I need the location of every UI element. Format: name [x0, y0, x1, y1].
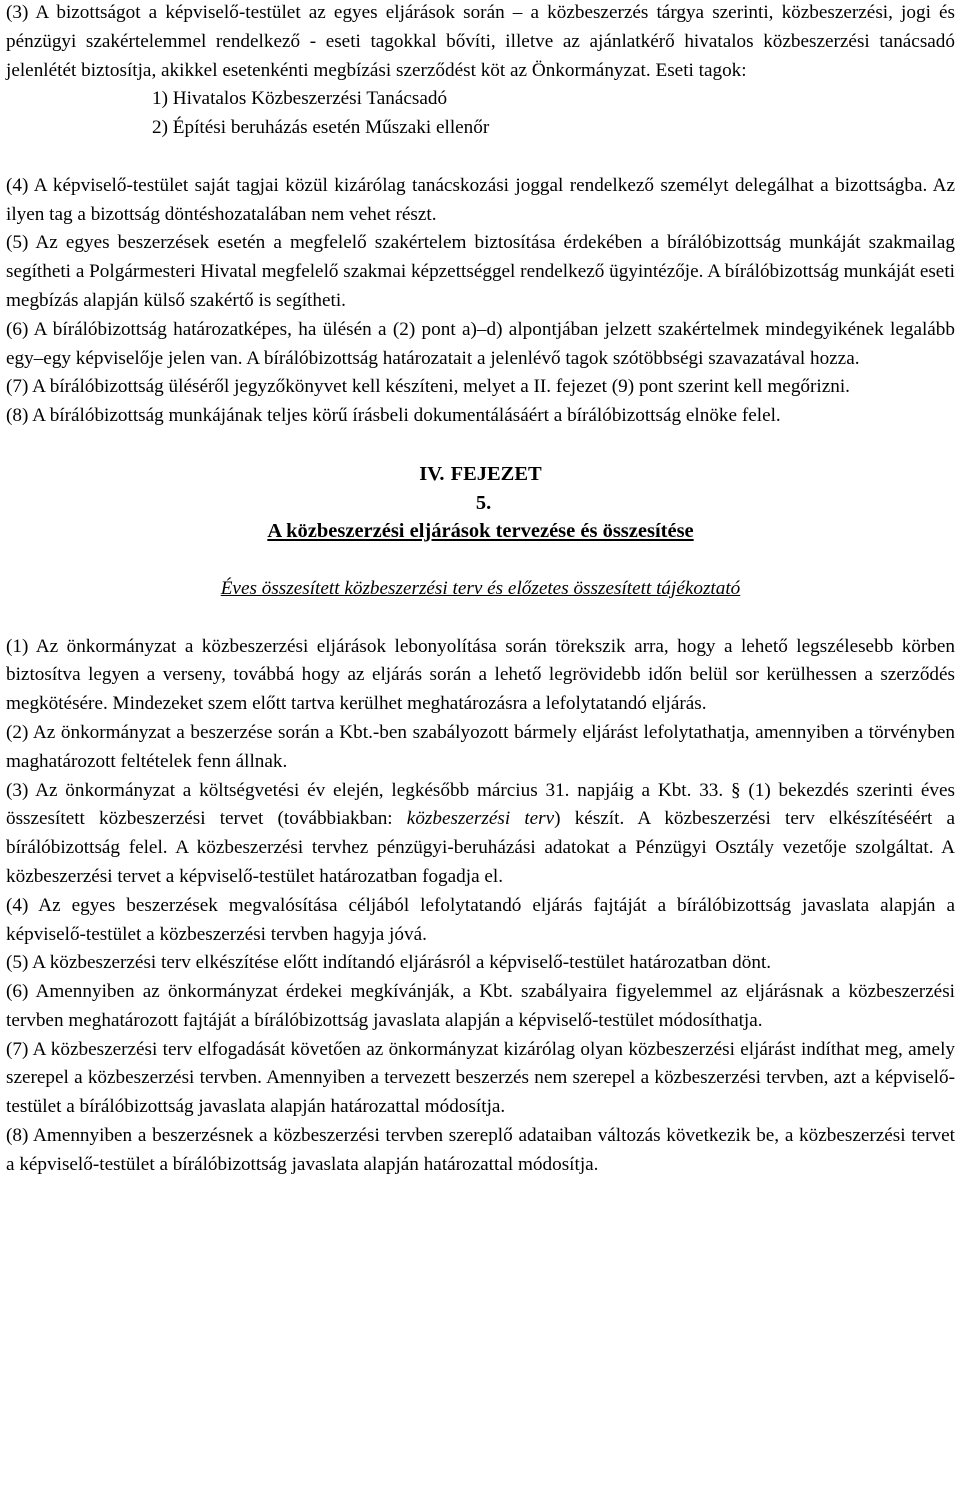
subheading — [6, 575, 955, 604]
paragraph-6: (6) A bírálóbizottság határozatképes, ha ülésén a (2) pont a)–d) alpontjában jelzett szakértelmek mindegyikének legalább egy–egy képviselője jelen van. A bírálóbizottság határozatait a jelenlévő tagok szótöbbségi szavazatával hozza. — [6, 318, 955, 369]
paragraph-b7: (7) A közbeszerzési terv elfogadását követően az önkormányzat kizárólag olyan közbeszerzési eljárást indíthat meg, amely szerepel a közbeszerzési tervben. Amennyiben a tervezett beszerzés nem szerepel a közbeszerzési tervben, azt a képviselő-testület a bírálóbizottság javaslata alapján határozattal módosítja. — [6, 1038, 955, 1118]
paragraph-b1: (1) Az önkormányzat a közbeszerzési eljárások lebonyolítása során törekszik arra, hogy a lehető legszélesebb körben biztosítva legyen a verseny, továbbá hogy az eljárás során a lehető legrövidebb időn belül sor kerülhessen a szerződés megkötésére. Mindezeket szem előtt tartva kerülhet meghatározásra a lefolytatandó eljárás. — [6, 635, 955, 715]
chapter-title: FEJEZET — [450, 462, 542, 485]
section-heading-text: A közbeszerzési eljárások tervezése és összesítése — [267, 520, 694, 543]
paragraph-b3-part: ) készít. A közbeszerzési terv elkészítéséért a bírálóbizottság felel. A közbeszerzési tervhez pénzügyi-beruházási adatokat a Pénzügyi Osztály vezetője szolgáltat. A közbeszerzési tervet a képviselő-testület határozatban fogadja el. — [6, 808, 955, 887]
paragraph-b3-italic: közbeszerzési terv — [406, 808, 555, 830]
paragraph-3-text: (3) A bizottságot a képviselő-testület az egyes eljárások során – a közbeszerzés tárgya szerinti, közbeszerzési, jogi és pénzügyi szakértelemmel rendelkező - eseti tagokkal bővíti, illetve az ajánlatkérő hivatalos közbeszerzési tanácsadó jelenlétét biztosítja, akikkel esetenkénti megbízási szerződést köt az Önkormányzat. — [6, 2, 955, 81]
section-number-text: 5. — [475, 491, 492, 514]
spacer — [6, 431, 955, 460]
list-item: 2) Építési beruházás esetén Műszaki ellenőr — [152, 117, 490, 139]
chapter-heading — [6, 460, 955, 489]
paragraph-7: (7) A bírálóbizottság üléséről jegyzőkönyvet kell készíteni, melyet a II. fejezet (9) pont szerint kell megőrizni. — [6, 376, 850, 398]
eseti-tagok-list — [6, 85, 955, 143]
paragraph-b6: (6) Amennyiben az önkormányzat érdekei megkívánják, a Kbt. szabályaira figyelemmel az eljárásnak a közbeszerzési tervben meghatározott fajtáját a bírálóbizottság javaslata alapján a képviselő-testület módosíthatja. — [6, 981, 955, 1031]
spacer — [6, 546, 955, 575]
subheading-text: Éves összesített közbeszerzési terv és előzetes összesített tájékoztató — [220, 577, 741, 599]
spacer — [6, 604, 955, 633]
section-heading — [6, 517, 955, 546]
paragraph-4: (4) A képviselő-testület saját tagjai közül kizárólag tanácskozási joggal rendelkező személyt delegálhat a bizottságba. Az ilyen tag a bizottság döntéshozatalában nem vehet részt. — [6, 174, 955, 225]
paragraph-b3-part: (1) bekezdés szerinti éves összesített közbeszerzési tervet (továbbiakban: — [6, 779, 955, 830]
paragraph-b3-part: (3) Az önkormányzat a költségvetési év elején, legkésőbb március 31. napjáig a Kbt. 33. — [6, 779, 731, 801]
paragraph-8: (8) A bírálóbizottság munkájának teljes körű írásbeli dokumentálásáért a bírálóbizottság elnöke felel. — [6, 405, 781, 427]
paragraph-3 — [6, 0, 955, 85]
paragraph-b8: (8) Amennyiben a beszerzésnek a közbeszerzési tervben szereplő adataiban változás következik be, a közbeszerzési tervet a képviselő-testület a bírálóbizottság javaslata alapján határozattal módosítja. — [6, 1125, 955, 1175]
chapter-number: IV. — [419, 462, 445, 485]
paragraph-b2: (2) Az önkormányzat a beszerzése során a Kbt.-ben szabályozott bármely eljárást lefolytathatja, amennyiben a törvényben maghatározott feltételek fenn állnak. — [6, 721, 955, 772]
paragraph-b3 — [6, 777, 955, 892]
list-item: 1) Hivatalos Közbeszerzési Tanácsadó — [152, 88, 448, 110]
paragraph-5: (5) Az egyes beszerzések esetén a megfelelő szakértelem biztosítása érdekében a bírálóbizottság munkáját szakmailag segítheti a Polgármesteri Hivatal megfelelő szakmai képzettséggel rendelkező ügyintézője. A bírálóbizottság munkáját eseti megbízás alapján külső szakértő is segítheti. — [6, 232, 955, 311]
paragraph-b4: (4) Az egyes beszerzések megvalósítása céljából lefolytatandó eljárás fajtáját a bírálóbizottság javaslata alapján a képviselő-testület a közbeszerzési tervben hagyja jóvá. — [6, 894, 955, 945]
eseti-tagok-label: Eseti tagok: — [655, 59, 747, 81]
section-number — [6, 489, 955, 518]
section-sign: § — [730, 779, 741, 801]
paragraph-b5: (5) A közbeszerzési terv elkészítése előtt indítandó eljárásról a képviselő-testület határozatban dönt. — [6, 952, 772, 974]
spacer — [6, 143, 955, 172]
